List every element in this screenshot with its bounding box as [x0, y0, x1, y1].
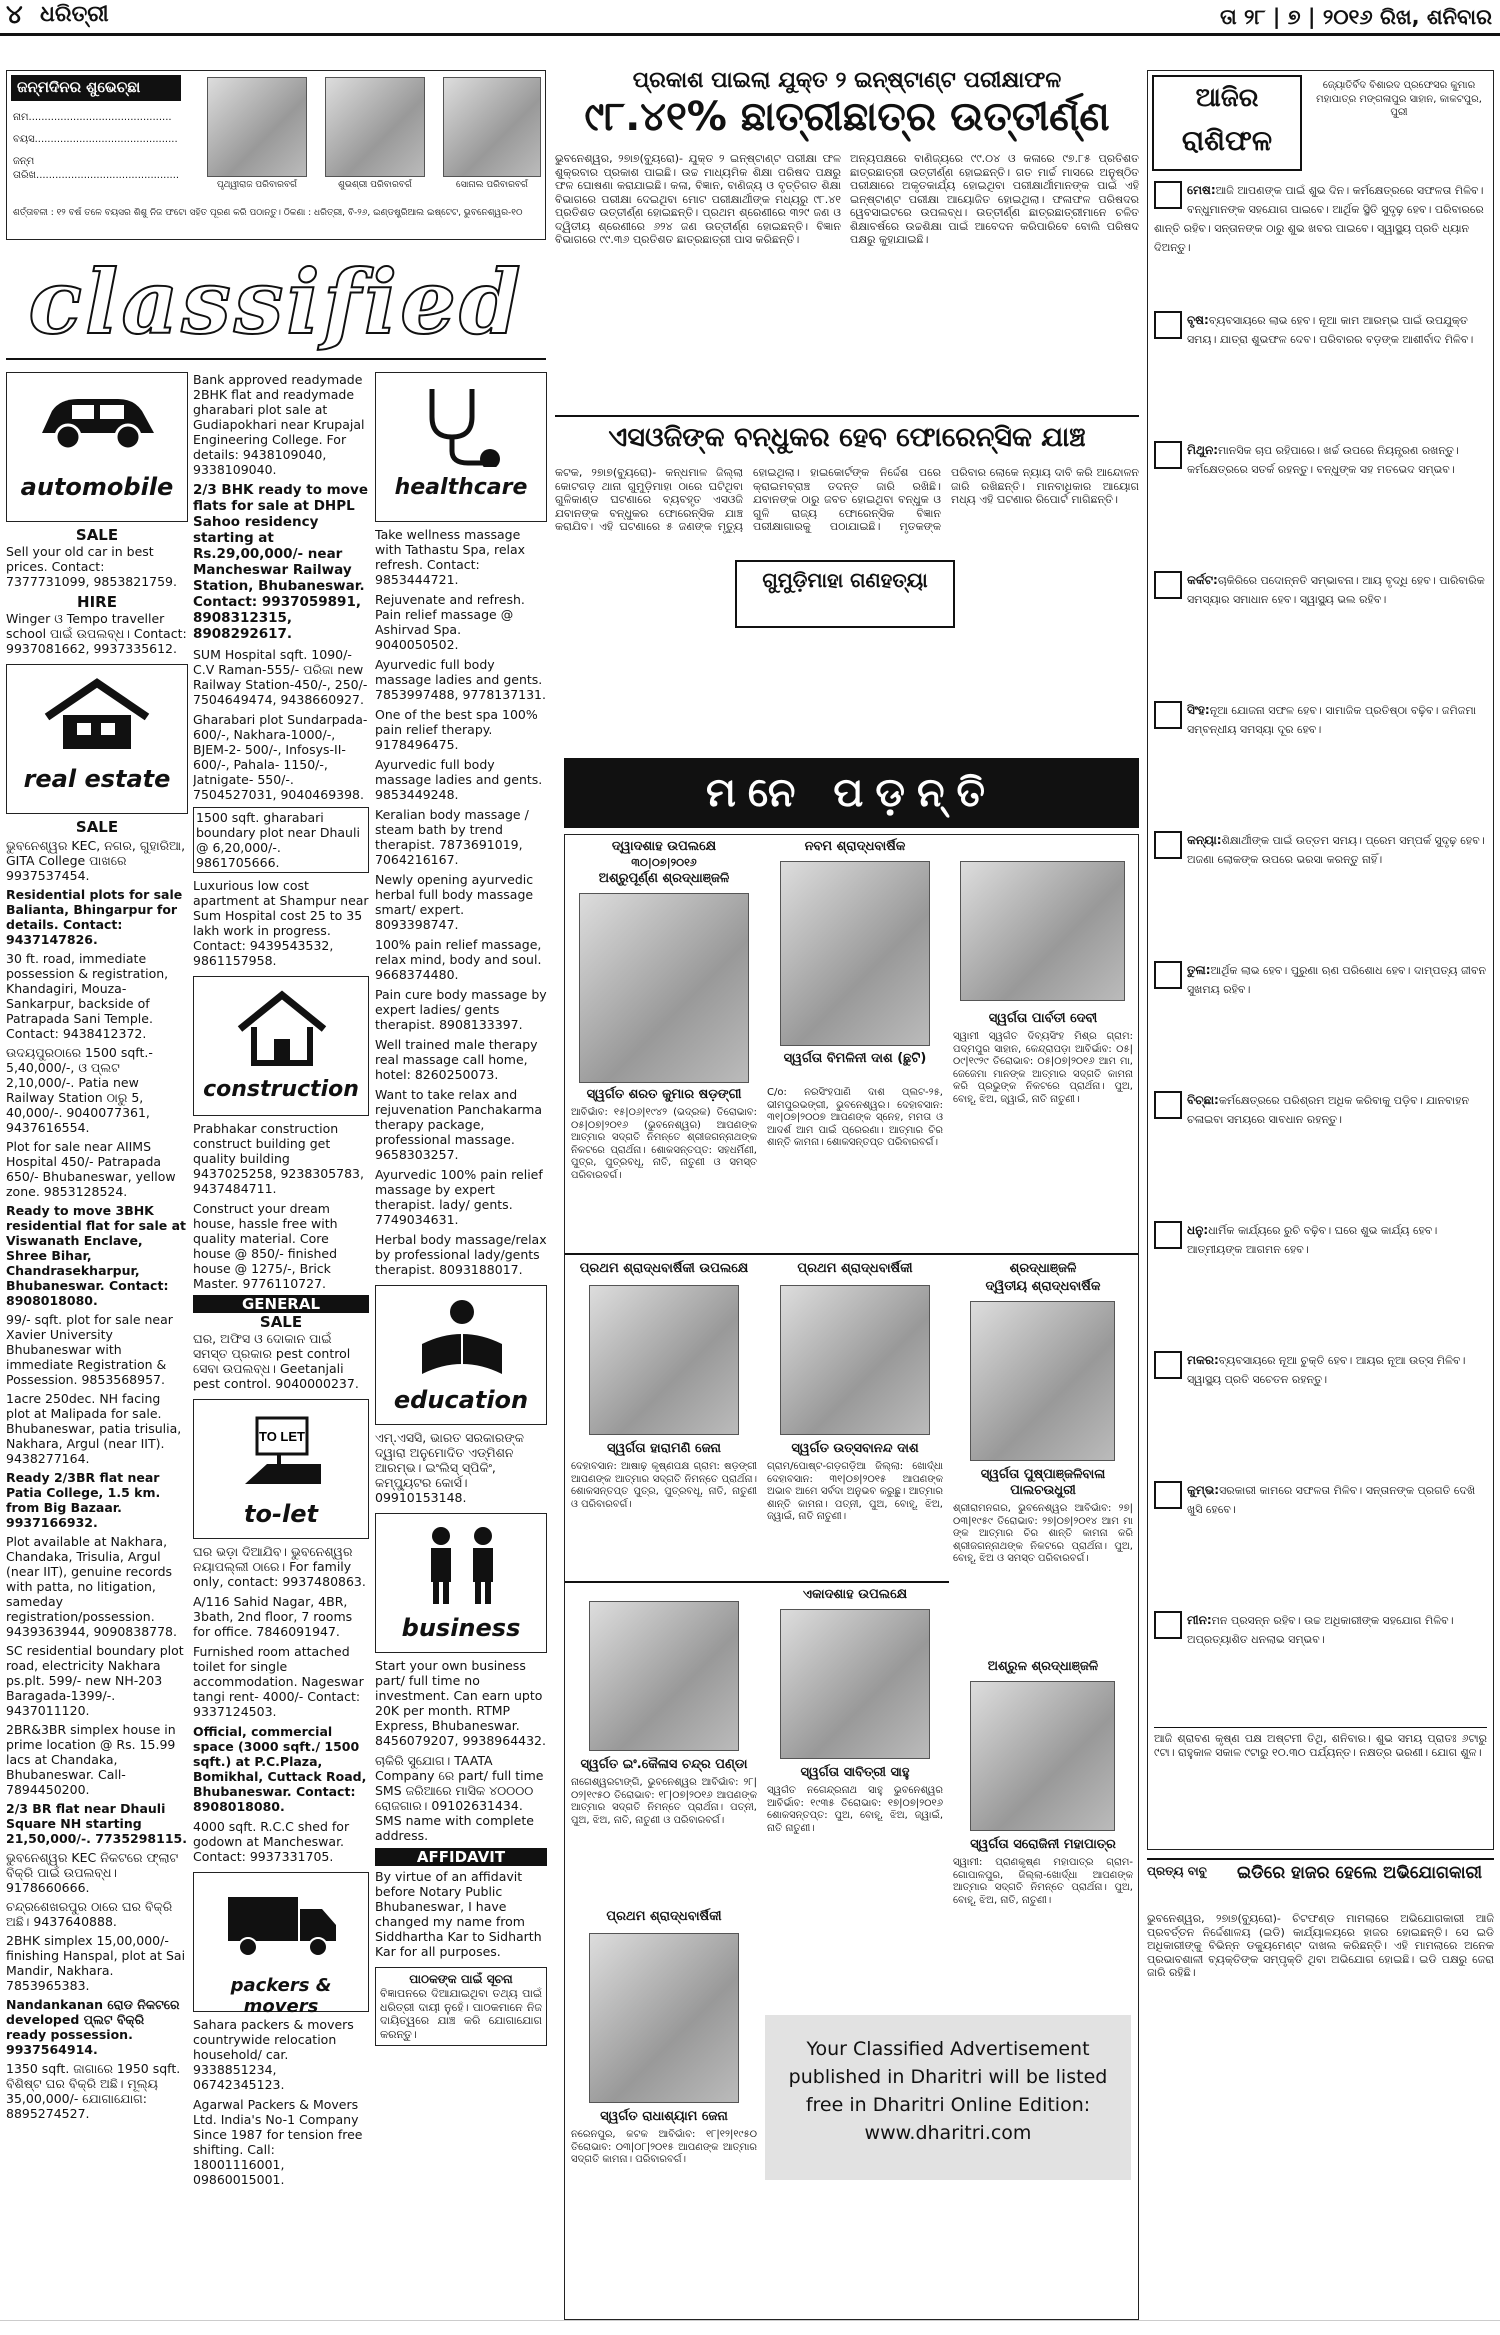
zodiac-scorpio-icon: [1154, 1091, 1182, 1119]
rashi-entry: [1154, 1609, 1487, 1719]
truck-icon: [222, 1883, 342, 1963]
svg-text:TO LET: TO LET: [259, 1429, 305, 1444]
divider: [555, 415, 1139, 417]
obit-name: ସ୍ୱର୍ଗତା ପୁଷ୍ପାଞ୍ଜଳିବାଳା ପାଲଚଉଧୁରୀ: [980, 1467, 1106, 1498]
classified-ad: 30 ft. road, immediate possession & registration, Khandagiri, Mouza-Sankarpur, backside of Patrapada Sani Temple. Contact: 9438412372.: [6, 951, 169, 1041]
classified-ad: ଏମ୍.ଏସସି, ଭାରତ ସରକାରଙ୍କ ଦ୍ୱାରା ଅନୁମୋଦିତ ଏଡ୍ମିଶନ ଆରମ୍ଭ। ଇଂଲିସ୍ ସ୍ପିକିଂ, କମ୍ପ୍ୟୁଟର କୋର୍ସ। 09910153148.: [375, 1430, 524, 1505]
obit-text: ଦେହାବସାନ: ଆଷାଢ଼ କୃଷ୍ଣପକ୍ଷ ଗ୍ରାମ: ଷଡ଼ଙ୍ଗୀ ଆପଣଙ୍କ ଆତ୍ମାର ସଦ୍ଗତି ନିମନ୍ତେ ପ୍ରାର୍ଥନା। ଶୋକସନ୍ତପ୍ତ ପୁତ୍ର, ପୁତ୍ରବଧୂ, ନାତି, ନାତୁଣୀ ଓ ପରିବାରବର୍ଗ।: [571, 1461, 757, 1510]
obit-heading: ପ୍ରଥମ ଶ୍ରାଦ୍ଧବାର୍ଷିକୀ: [606, 1909, 722, 1924]
obit-text: ଗ୍ରାମ/ପୋଷ୍ଟ-ଗଡ଼ଗଡ଼ିଆ ଜିଲ୍ଲା: ଖୋର୍ଦ୍ଧା ଦେହାବସାନ: ୩୧|୦୭|୨୦୧୫ ଆପଣଙ୍କ ଅଭାବ ଆମେ ସର୍ବଦା ଅନୁଭବ କରୁଛୁ। ଆତ୍ମାର ଶାନ୍ତି କାମନା। ପତ୍ନୀ, ପୁଅ, ବୋହୂ, ଝିଅ, ଜ୍ୱାଇଁ, ନାତି ନାତୁଣୀ।: [767, 1461, 943, 1522]
classified-ad: ଘର ଭଡ଼ା ଦିଆଯିବ। ଭୁବନେଶ୍ୱର ନୟାପଲ୍ଲୀ ଠାରେ। For family only, contact: 9937480863.: [193, 1544, 366, 1589]
rashi-entry: [1154, 959, 1487, 1087]
classified-ad: ଭୁବନେଶ୍ୱର KEC ନିକଟରେ ଫ୍ଲାଟ ବିକ୍ରି ପାଇଁ ଉପଲବ୍ଧ। 9178660666.: [6, 1850, 179, 1895]
reader-notice: [375, 1967, 547, 2046]
zodiac-aries-icon: [1154, 181, 1182, 209]
classified-ad: 2/3 BR flat near Dhauli Square NH starting 21,50,000/-. 7735298115.: [6, 1801, 187, 1846]
news-body: ଅନ୍ୟପକ୍ଷରେ ବାଣିଜ୍ୟରେ ୯୯.୦୪ ଓ କଳାରେ ୯୭.୮୫ ପ୍ରତିଶତ ଛାତ୍ରଛାତ୍ରୀ ଉତ୍ତୀର୍ଣ୍ଣ ହୋଇଛନ୍ତି। ଗତ ମାର୍ଚ୍ଚ ମାସରେ ଅନୁଷ୍ଠିତ ପରୀକ୍ଷାରେ ଅକୃତକାର୍ଯ୍ୟ ହୋଇଥିବା ପରୀକ୍ଷାର୍ଥୀମାନଙ୍କ ପାଇଁ ଏହି ଇନ୍ଷ୍ଟାଣ୍ଟ ପରୀକ୍ଷା ଆୟୋଜିତ ହୋଇଥିଲା। ଫଳାଫଳ ପରିଷଦର ୱେବସାଇଟରେ ଉପଲବ୍ଧ। ଉତ୍ତୀର୍ଣ୍ଣ ଛାତ୍ରଛାତ୍ରୀମାନେ ଚଳିତ ଶିକ୍ଷାବର୍ଷରେ ଉଚ୍ଚଶିକ୍ଷା ପାଇଁ ଆବେଦନ କରିପାରିବେ ବୋଲି ପରିଷଦ ପକ୍ଷରୁ କୁହାଯାଇଛି।: [850, 152, 1139, 246]
zodiac-virgo-icon: [1154, 831, 1182, 859]
rashi-text: ନୂଆ ଯୋଜନା ସଫଳ ହେବ। ସାମାଜିକ ପ୍ରତିଷ୍ଠା ବଢ଼ିବ। ଜମିଜମା ସମ୍ବନ୍ଧୀୟ ସମସ୍ୟା ଦୂର ହେବ।: [1187, 704, 1477, 736]
classified-ad: One of the best spa 100% pain relief therapy. 9178496475.: [375, 707, 538, 752]
birthday-dob-field: ଜନ୍ମ ତାରିଖ.............................................: [13, 156, 180, 181]
category-tolet: to-let: [244, 1500, 318, 1528]
portrait-photo: [589, 1285, 739, 1435]
column-2: [193, 372, 369, 2320]
obituary-section: [564, 834, 1139, 2320]
classified-ad: 1500 sqft. gharabari boundary plot near Dhauli @ 6,20,000/-. 9861705666.: [193, 807, 369, 873]
classified-ad: ଘର, ଅଫିସ ଓ ଦୋକାନ ପାଇଁ ସମସ୍ତ ପ୍ରକାର pest control ସେବା ଉପଲବ୍ଧ। Geetanjali pest control. 9040000237.: [193, 1331, 359, 1391]
rashi-entry: [1154, 309, 1487, 437]
classified-ad: ଚନ୍ଦ୍ରଶେଖରପୁର ଠାରେ ଘର ବିକ୍ରି ଅଛି। 9437640888.: [6, 1899, 173, 1929]
classified-ad: Bank approved readymade 2BHK flat and readymade gharabari plot sale at Gudiapokhari near Krupajal Engineering College. For details: 9438109040, 9338109040.: [193, 372, 365, 477]
child-photo: [443, 77, 541, 177]
zodiac-capricorn-icon: [1154, 1351, 1182, 1379]
obit-date: ୩୦|୦୭|୨୦୧୬: [631, 856, 697, 869]
classified-ad: Want to take relax and rejuvenation Panchakarma therapy package, professional massage. 9658303257.: [375, 1087, 542, 1162]
portrait-photo: [780, 1285, 930, 1435]
obit-text: C/o: ନରସିଂହପାଣି ଦାଶ ପ୍ଲଟ-୨୫, ଭୀମପୁରଭଙ୍ଗୀ, ଭୁବନେଶ୍ୱର। ଦେହାବସାନ: ୩୧|୦୭|୨୦୦୭ ଆପଣଙ୍କ ସ୍ନେହ, ମମତା ଓ ଆଦର୍ଶ ଆମ ପାଇଁ ପ୍ରେରଣା। ଆତ୍ମାର ଚିର ଶାନ୍ତି କାମନା। ଶୋକସନ୍ତପ୍ତ ପରିବାରବର୍ଗ।: [767, 1087, 943, 1148]
classified-ad: Winger ଓ Tempo traveller school ପାଇଁ ଉପଲବ୍ଧ। Contact: 9937081662, 9937335612.: [6, 611, 187, 656]
construction-box: [193, 976, 369, 1116]
child-photo: [325, 77, 425, 177]
business-box: [375, 1513, 547, 1653]
obit-name: ସ୍ୱର୍ଗତ ଉତ୍ସବାନନ୍ଦ ଦାଶ: [791, 1441, 919, 1456]
rashi-text: ସରକାରୀ କାମରେ ସଫଳତା ମିଳିବ। ସନ୍ତାନଙ୍କ ପ୍ରଗତି ଦେଖି ଖୁସି ହେବେ।: [1187, 1484, 1476, 1516]
classified-ad: 1350 sqft. ଜାଗାରେ 1950 sqft. ବିଶିଷ୍ଟ ଘର ବିକ୍ରି ଅଛି। ମୂଲ୍ୟ 35,00,000/- ଯୋଗାଯୋଗ: 8895274527.: [6, 2061, 181, 2121]
news-story-results: [555, 68, 1139, 148]
obit-text: ନାଗେଶ୍ୱରଟାଙ୍ଗି, ଭୁବନେଶ୍ୱର ଆବିର୍ଭାବ: ୨୮|୦୨|୧୯୫୦ ତିରୋଭାବ: ୧୮|୦୭|୨୦୧୬ ଆପଣଙ୍କ ଆତ୍ମାର ସଦ୍ଗତି ନିମନ୍ତେ ପ୍ରାର୍ଥନା। ପତ୍ନୀ, ପୁଅ, ଝିଅ, ନାତି, ନାତୁଣୀ ଓ ପରିବାରବର୍ଗ।: [571, 1777, 757, 1826]
stethoscope-icon: [412, 381, 512, 467]
obit-name: ସ୍ୱର୍ଗତା ସାବିତ୍ରୀ ସାହୁ: [800, 1765, 910, 1780]
classified-ad: Official, commercial space (3000 sqft./ 1500 sqft.) at P.C.Plaza, Bomikhal, Cuttack Road, Bhubaneswar. Contact: 8908018080.: [193, 1724, 367, 1814]
rashi-name: ଧନୁ:: [1187, 1223, 1209, 1237]
section-head: AFFIDAVIT: [375, 1848, 547, 1866]
classified-ad: Plot available at Nakhara, Chandaka, Trisulia, Argul (near IIT), genuine records with patta, no litigation, sameday registration/possession. 9439363944, 9090838778.: [6, 1534, 177, 1639]
classified-ad: Ready to move 3BHK residential flat for sale at Viswanath Enclave, Shree Bihar, Chandrasekharpur, Bhubaneswar. Contact: 8908018080.: [6, 1203, 186, 1308]
zodiac-leo-icon: [1154, 701, 1182, 729]
classified-ad: Rejuvenate and refresh. Pain relief massage @ Ashirvad Spa. 9040050502.: [375, 592, 525, 652]
rashifal-title-1: ଆଜିର: [1195, 83, 1259, 113]
section-head: SALE: [259, 1313, 303, 1331]
portrait-photo: [589, 1933, 739, 2103]
rashi-entry: [1154, 439, 1487, 567]
zodiac-pisces-icon: [1154, 1611, 1182, 1639]
notice-text: ବିଜ୍ଞାପନରେ ଦିଆଯାଇଥିବା ତଥ୍ୟ ପାଇଁ ଧରିତ୍ରୀ ଦାୟୀ ନୁହେଁ। ପାଠକମାନେ ନିଜ ଦାୟିତ୍ୱରେ ଯାଞ୍ଚ କରି ଯୋଗାଯୋଗ କରନ୍ତୁ।: [380, 1987, 542, 2041]
classified-ad: Furnished room attached toilet for single accommodation. Nageswar tangi rent- 4000/- Contact: 9337124503.: [193, 1644, 364, 1719]
astrologer-byline: ଜ୍ୟୋତିର୍ବିଦ ବିଶାରଦ ପ୍ରଫେସର କୁମାର ମହାପାତ୍ର ମଙ୍ଗଳାପୁର ସାହାନ, କାକଟପୁର, ପୁରୀ: [1316, 80, 1482, 118]
obit-name: ସ୍ୱର୍ଗତା ବିମଳିନୀ ଦାଶ (ଛୁଟି): [783, 1051, 927, 1066]
rashi-text: ବ୍ୟବସାୟରେ ଲାଭ ହେବ। ନୂଆ କାମ ଆରମ୍ଭ ପାଇଁ ଉପଯୁକ୍ତ ସମୟ। ଯାତ୍ରା ଶୁଭଫଳ ଦେବ। ପରିବାରର ବଡ଼ଙ୍କ ଆଶୀର୍ବାଦ ମିଳିବ।: [1187, 314, 1474, 346]
rashi-entry: [1154, 1219, 1487, 1347]
classified-ad: Sell your old car in best prices. Contact: 7377731099, 9853821759.: [6, 544, 177, 589]
automobile-box: [6, 372, 188, 522]
birthday-age-field: ବୟସ.............................................: [13, 134, 178, 145]
rashi-name: ମକର:: [1187, 1353, 1219, 1367]
issue-date: ତା ୨୮ | ୭ | ୨୦୧୬ ରିଖ, ଶନିବାର: [1220, 5, 1492, 29]
news-subhead-box: ଗୁମୁଡ଼ିମାହା ଗଣହତ୍ୟା: [735, 560, 955, 628]
rashi-entry: [1154, 179, 1487, 307]
classified-ad: 100% pain relief massage, relax mind, body and soul. 9668374480.: [375, 937, 542, 982]
notice-title: ପାଠକଙ୍କ ପାଇଁ ସୂଚନା: [409, 1972, 513, 1986]
zodiac-taurus-icon: [1154, 311, 1182, 339]
classified-ad: 2BR&3BR simplex house in prime location @ Rs. 15.99 lacs at Chandaka, Bhubaneswar. Call-7894450200.: [6, 1722, 176, 1797]
classified-ad: Pain cure body massage by expert ladies/ gents therapist. 8908133397.: [375, 987, 547, 1032]
rashi-text: ଚାକିରିରେ ପଦୋନ୍ନତି ସମ୍ଭାବନା। ଆୟ ବୃଦ୍ଧି ହେବ। ପାରିବାରିକ ସମସ୍ୟାର ସମାଧାନ ହେବ। ସ୍ୱାସ୍ଥ୍ୟ ଭଲ ରହିବ।: [1187, 574, 1485, 606]
classified-ad: Newly opening ayurvedic herbal full body massage smart/ expert. 8093398747.: [375, 872, 534, 932]
divider: [565, 1253, 1138, 1255]
classified-ad: ଭୁବନେଶ୍ୱର KEC, ନଗର, ଗୁହାରିଆ, GITA College ପାଖରେ 9937537454.: [6, 838, 186, 883]
rashi-entry: [1154, 1349, 1487, 1477]
news-body: କଟକ, ୨୭ା୭(ବ୍ୟୁରୋ)- କନ୍ଧମାଳ ଜିଲ୍ଲା କୋଟଗଡ଼ ଥାନା ଗୁମୁଡ଼ିମାହା ଠାରେ ଘଟିଥିବା ଗୁଳିକାଣ୍ଡ ଘଟଣାରେ ବ୍ୟବହୃତ ଏସଓଜି ଯବାନଙ୍କ ବନ୍ଧୁକର ଫୋରେନ୍ସିକ ଯାଞ୍ଚ କରାଯିବ। ଏହି ଘଟଣାରେ ୫ ଜଣଙ୍କ ମୃତ୍ୟୁ ହୋଇଥିଲା। ହାଇକୋର୍ଟଙ୍କ ନିର୍ଦ୍ଦେଶ ପରେ କ୍ରାଇମବ୍ରାଞ୍ଚ ତଦନ୍ତ ଜାରି ରଖିଛି। ଯବାନଙ୍କ ଠାରୁ ଜବତ ହୋଇଥିବା ବନ୍ଧୁକ ଓ ଗୁଳି ରାଜ୍ୟ ଫୋରେନ୍ସିକ ବିଜ୍ଞାନ ପରୀକ୍ଷାଗାରକୁ ପଠାଯାଇଛି। ମୃତକଙ୍କ ପରିବାର ଲୋକେ ନ୍ୟାୟ ଦାବି କରି ଆନ୍ଦୋଳନ ଜାରି ରଖିଛନ୍ତି। ମାନବାଧିକାର ଆୟୋଗ ମଧ୍ୟ ଏହି ଘଟଣାର ରିପୋର୍ଟ ମାଗିଛନ୍ତି।: [555, 466, 1139, 533]
classified-ad: Ayurvedic 100% pain relief massage by expert therapist. lady/ gents. 7749034631.: [375, 1167, 543, 1227]
classified-ad: SUM Hospital sqft. 1090/- C.V Raman-555/- ପରିଜା new Railway Station-450/-, 250/- 7504649474, 9438660927.: [193, 647, 368, 707]
masthead: [0, 0, 1500, 36]
rashi-entry: [1154, 699, 1487, 827]
rashi-text: ଆଜି ଆପଣଙ୍କ ପାଇଁ ଶୁଭ ଦିନ। କର୍ମକ୍ଷେତ୍ରରେ ସଫଳତା ମିଳିବ। ବନ୍ଧୁମାନଙ୍କ ସହଯୋଗ ପାଇବେ। ଆର୍ଥିକ ସ୍ଥିତି ସୁଦୃଢ଼ ହେବ। ପରିବାରରେ ଶାନ୍ତି ରହିବ। ସନ୍ତାନଙ୍କ ଠାରୁ ଶୁଭ ଖବର ପାଇବେ। ସ୍ୱାସ୍ଥ୍ୟ ପ୍ରତି ଧ୍ୟାନ ଦିଅନ୍ତୁ।: [1154, 184, 1484, 254]
category-automobile: automobile: [20, 473, 174, 501]
obit-text: ଶ୍ରୀରାମନଗର, ଭୁବନେଶ୍ୱର ଆବିର୍ଭାବ: ୨୭|୦୩|୧୯୫୯ ତିରୋଭାବ: ୨୭|୦୭|୨୦୧୪ ଆମ ମା ଙ୍କ ଆତ୍ମାର ଚିର ଶାନ୍ତି କାମନା କରି ଶ୍ରୀଜଗନ୍ନାଥଙ୍କ ନିକଟରେ ପ୍ରାର୍ଥନା। ପୁଅ, ବୋହୂ, ଝିଅ ଓ ସମସ୍ତ ପରିବାରବର୍ଗ।: [953, 1503, 1133, 1564]
page-number: ୪: [6, 0, 23, 30]
news-body: ଭୁବନେଶ୍ୱର, ୨୭ା୭(ବ୍ୟୁରୋ)- ଚିଟଫଣ୍ଡ ମାମଲାରେ ଅଭିଯୋଗକାରୀ ଆଜି ପ୍ରବର୍ତ୍ତନ ନିର୍ଦ୍ଦେଶାଳୟ (ଇଡି) କାର୍ଯ୍ୟାଳୟରେ ହାଜର ହୋଇଛନ୍ତି। ସେ ଇଡି ଅଧିକାରୀଙ୍କୁ ବିଭିନ୍ନ ଡକ୍ୟୁମେଣ୍ଟ ଦାଖଲ କରିଛନ୍ତି। ଏହି ମାମଲାରେ ଅନେକ ପ୍ରଭାବଶାଳୀ ବ୍ୟକ୍ତିଙ୍କ ସମ୍ପୃକ୍ତି ଥିବା ଅଭିଯୋଗ ହୋଇଛି। ଇଡି ପକ୍ଷରୁ ଜେରା ଜାରି ରହିଛି।: [1147, 1912, 1494, 1979]
classified-banner: [6, 250, 546, 360]
rashi-entry: [1154, 829, 1487, 957]
rashifal-title: [1152, 75, 1302, 171]
child-caption: ସୋନାଲ ପରିବାରବର୍ଗ: [456, 180, 528, 190]
obit-heading: ପ୍ରଥମ ଶ୍ରାଦ୍ଧବାର୍ଷିକୀ ଉପଲକ୍ଷେ: [579, 1261, 749, 1276]
obit-heading: ନବମ ଶ୍ରାଦ୍ଧବାର୍ଷିକ: [804, 839, 906, 854]
news-headline: ଏସଓଜିଙ୍କ ବନ୍ଧୁକର ହେବ ଫୋରେନ୍ସିକ ଯାଞ୍ଚ: [608, 422, 1086, 453]
classified-ad: Keralian body massage / steam bath by trend therapist. 7873691019, 7064216167.: [375, 807, 529, 867]
birthday-name-field: ନାମ.............................................: [13, 112, 172, 123]
column-3: [375, 372, 547, 2320]
obit-heading: ପ୍ରଥମ ଶ୍ରାଦ୍ଧବାର୍ଷିକୀ: [797, 1261, 913, 1276]
news-story-ed: [1147, 1858, 1494, 2320]
news-kicker: ପ୍ରକାଶ ପାଇଲା ଯୁକ୍ତ ୨ ଇନ୍ଷ୍ଟାଣ୍ଟ ପରୀକ୍ଷାଫଳ: [632, 68, 1062, 93]
classified-ad: Well trained male therapy real massage call home, hotel: 8260250073.: [375, 1037, 538, 1082]
rashifal-section: [1147, 70, 1494, 1850]
obit-subheading: ଅଶ୍ରୁପୂର୍ଣ୍ଣ ଶ୍ରଦ୍ଧାଞ୍ଜଳି: [598, 871, 730, 886]
healthcare-box: [375, 372, 547, 522]
news-kicker: ପ୍ରତ୍ୟ ବାବୁ: [1147, 1864, 1207, 1878]
portrait-photo: [589, 1601, 739, 1751]
classified-ad: Plot for sale near AIIMS Hospital 450/- Patrapada 650/- Bhubaneswar, yellow zone. 9853128524.: [6, 1139, 176, 1199]
rashi-text: ମନ ପ୍ରସନ୍ନ ରହିବ। ଉଚ୍ଚ ଅଧିକାରୀଙ୍କ ସହଯୋଗ ମିଳିବ। ଅପ୍ରତ୍ୟାଶିତ ଧନଲାଭ ସମ୍ଭବ।: [1187, 1614, 1454, 1646]
section-head: SALE: [75, 526, 119, 544]
portrait-photo: [970, 1301, 1115, 1461]
tolet-box: [193, 1399, 369, 1539]
portrait-photo: [780, 1609, 930, 1759]
portrait-photo: [970, 1681, 1115, 1831]
rashi-name: ମୀନ:: [1187, 1613, 1212, 1627]
education-box: [375, 1285, 547, 1425]
classified-ad: SC residential boundary plot road, electricity Nakhara ps.plt. 599/- new NH-203 Baragada-1399/-. 9437011120.: [6, 1643, 184, 1718]
classified-ad: 2/3 BHK ready to move flats for sale at DHPL Sahoo residency starting at Rs.29,00,000/- near Mancheswar Railway Station, Bhubaneswar. Contact: 9937059891, 8908312315, 8908292617.: [193, 482, 368, 642]
rashi-name: ମିଥୁନ:: [1187, 443, 1219, 457]
child-caption: ଶୁଭଶ୍ରୀ ପରିବାରବର୍ଗ: [338, 180, 412, 190]
house-icon: [37, 677, 157, 752]
classified-ad: Construct your dream house, hassle free with quality material. Core house @ 850/- finished house @ 1275/-, Brick Master. 9776110727.: [193, 1201, 338, 1291]
portrait-photo: [579, 893, 749, 1083]
birthday-title: ଜନ୍ମଦିନର ଶୁଭେଚ୍ଛା: [11, 75, 181, 101]
classified-ad: Agarwal Packers & Movers Ltd. India's No-1 Company Since 1987 for tension free shifting. Call: 18001116001, 09860015001.: [193, 2097, 363, 2187]
rashi-name: ବୃଷ:: [1187, 313, 1209, 327]
section-head: GENERAL: [193, 1295, 369, 1313]
tolet-sign-icon: [227, 1408, 337, 1494]
rashi-entry: [1154, 1479, 1487, 1607]
rashi-text: ଧାର୍ମିକ କାର୍ଯ୍ୟରେ ରୁଚି ବଢ଼ିବ। ଘରେ ଶୁଭ କାର୍ଯ୍ୟ ହେବ। ଆତ୍ମୀୟଙ୍କ ଆଗମନ ହେବ।: [1187, 1224, 1438, 1256]
birthday-box: [6, 70, 546, 240]
column-1: [6, 372, 188, 2320]
section-head: SALE: [75, 818, 119, 836]
classified-ad: 1acre 250dec. NH facing plot at Malipada for sale. Bhubaneswar, patia trisulia, Nakhara, Argul (near IIT). 9438277164.: [6, 1391, 182, 1466]
classified-ad: By virtue of an affidavit before Notary Public Bhubaneswar, I have changed my name from Siddhartha Kar to Sidharth Kar for all purposes.: [375, 1869, 542, 1959]
obit-name: ସ୍ୱର୍ଗତା ସରୋଜିନୀ ମହାପାତ୍ର: [970, 1837, 1116, 1852]
obit-text: ସ୍ୱର୍ଗତ ନଗେନ୍ଦ୍ରନାଥ ସାହୁ ଭୁବନେଶ୍ୱର ଆବିର୍ଭାବ: ୧୯୩୫ ତିରୋଭାବ: ୧୭|୦୭|୨୦୧୬ ଶୋକସନ୍ତପ୍ତ: ପୁଅ, ବୋହୂ, ଝିଅ, ଜ୍ୱାଇଁ, ନାତି ନାତୁଣୀ।: [767, 1785, 943, 1834]
obit-name: ସ୍ୱର୍ଗତା ପାର୍ବତୀ ଦେବୀ: [988, 1011, 1098, 1026]
portrait-photo: [960, 861, 1125, 1001]
divider: [565, 1581, 949, 1583]
child-photo: [207, 77, 307, 177]
category-business: business: [401, 1614, 521, 1642]
obit-name: ସ୍ୱର୍ଗତା ହାରାମଣି ଜେନା: [606, 1441, 722, 1456]
rashi-text: ଆର୍ଥିକ ଲାଭ ହେବ। ପୁରୁଣା ଋଣ ପରିଶୋଧ ହେବ। ଦାମ୍ପତ୍ୟ ଜୀବନ ସୁଖମୟ ରହିବ।: [1187, 964, 1487, 996]
obit-heading: ଦ୍ୱାଦଶାହ ଉପଲକ୍ଷେ: [611, 839, 717, 854]
zodiac-libra-icon: [1154, 961, 1182, 989]
obit-heading: ଶ୍ରଦ୍ଧାଞ୍ଜଳି: [1009, 1261, 1077, 1276]
zodiac-sagittarius-icon: [1154, 1221, 1182, 1249]
classified-ad: Residential plots for sale Balianta, Bhingarpur for details. Contact: 9437147826.: [6, 887, 183, 947]
classified-ad: Nandankanan ରୋଡ ନିକଟରେ developed ପ୍ଲଟ ବିକ୍ରି ready possession. 9937564914.: [6, 1997, 180, 2057]
rashi-name: ମେଷ:: [1187, 183, 1216, 197]
classified-ad: A/116 Sahid Nagar, 4BR, 3bath, 2nd floor, 7 rooms for office. 7846091947.: [193, 1594, 353, 1639]
rashi-name: ବିଚ୍ଛା:: [1187, 1093, 1219, 1107]
classified-ad: Ayurvedic full body massage ladies and gents. 7853997488, 9778137131.: [375, 657, 546, 702]
classified-ad: 4000 sqft. R.C.C shed for godown at Mancheswar. Contact: 9937331705.: [193, 1819, 350, 1864]
news-body: ଭୁବନେଶ୍ୱର, ୨୭ା୭(ବ୍ୟୁରୋ)- ଯୁକ୍ତ ୨ ଇନ୍ଷ୍ଟାଣ୍ଟ ପରୀକ୍ଷା ଫଳ ଶୁକ୍ରବାର ପ୍ରକାଶ ପାଇଛି। ଉଚ୍ଚ ମାଧ୍ୟମିକ ଶିକ୍ଷା ପରିଷଦ ପକ୍ଷରୁ ଫଳ ଘୋଷଣା କରାଯାଇଛି। କଳା, ବିଜ୍ଞାନ, ବାଣିଜ୍ୟ ଓ ବୃତ୍ତିଗତ ଶିକ୍ଷା ବିଭାଗରେ ପରୀକ୍ଷା ଦେଇଥିବା ମୋଟ ପରୀକ୍ଷାର୍ଥୀଙ୍କ ମଧ୍ୟରୁ ୯୮.୪୧ ପ୍ରତିଶତ ଉତ୍ତୀର୍ଣ୍ଣ ହୋଇଛନ୍ତି। ପ୍ରଥମ ଶ୍ରେଣୀରେ ୩୨୯ ଜଣ ଓ ଦ୍ୱିତୀୟ ଶ୍ରେଣୀରେ ୬୨୪ ଜଣ ଉତ୍ତୀର୍ଣ୍ଣ ହୋଇଛନ୍ତି। ବିଜ୍ଞାନ ବିଭାଗରେ ୯୯.୩୬ ପ୍ରତିଶତ ଛାତ୍ରଛାତ୍ରୀ ପାସ କରିଛନ୍ତି।: [555, 152, 841, 246]
rashi-list: [1154, 179, 1487, 1719]
portrait-photo: [780, 861, 930, 1046]
rashi-name: କର୍କଟ:: [1187, 573, 1218, 587]
classified-ad: 99/- sqft. plot for sale near Xavier University Bhubaneswar with immediate Registration & Possession. 9853568957.: [6, 1312, 173, 1387]
news-headline: ଇଡିରେ ହାଜର ହେଲେ ଅଭିଯୋଗକାରୀ: [1237, 1863, 1483, 1883]
panjika-text: ଆଜି ଶ୍ରାବଣ କୃଷ୍ଣ ପକ୍ଷ ଅଷ୍ଟମୀ ତିଥି, ଶନିବାର। ଶୁଭ ସମୟ ପ୍ରାତଃ ୬ଟାରୁ ୯ଟା। ରାହୁକାଳ ସକାଳ ୯ଟାରୁ ୧୦.୩୦ ପର୍ଯ୍ୟନ୍ତ। ନକ୍ଷତ୍ର ଭରଣୀ। ଯୋଗ ଶୁଳ।: [1154, 1727, 1487, 1845]
obit-heading: ଏକାଦଶାହ ଉପଲକ୍ଷେ: [802, 1587, 908, 1602]
classified-ad: Take wellness massage with Tathastu Spa, relax refresh. Contact: 9853444721.: [375, 527, 526, 587]
classified-ad: Sahara packers & movers countrywide relocation household/ car. 9338851234, 06742345123.: [193, 2017, 354, 2092]
classified-ad: ଚାକିରି ସୁଯୋଗ। TAATA Company ରେ part/ full time SMS ଜରିଆରେ ମାସିକ ୪୦୦୦୦ ରୋଜଗାର। 09102631434. SMS name with complete address.: [375, 1753, 544, 1843]
rashi-entry: [1154, 569, 1487, 697]
classified-ad: Gharabari plot Sundarpada-600/-, Nakhara-1000/-, BJEM-2- 500/-, Infosys-II-600/-, Pahala- 1150/-, Jatnigate- 550/-. 7504527031, 9040469398.: [193, 712, 368, 802]
rashi-text: ଶିକ୍ଷାର୍ଥୀଙ୍କ ପାଇଁ ଉତ୍ତମ ସମୟ। ପ୍ରେମ ସମ୍ପର୍କ ସୁଦୃଢ଼ ହେବ। ଅଜଣା ଲୋକଙ୍କ ଉପରେ ଭରସା କରନ୍ତୁ ନାହିଁ।: [1187, 834, 1485, 866]
rashi-name: ତୁଳା:: [1187, 963, 1211, 977]
obit-name: ସ୍ୱର୍ଗତ ଇଂ.କୈଳାସ ଚନ୍ଦ୍ର ପଣ୍ଡା: [580, 1757, 748, 1772]
zodiac-cancer-icon: [1154, 571, 1182, 599]
zodiac-aquarius-icon: [1154, 1481, 1182, 1509]
obituary-banner: ମନେ ପଡ଼ନ୍ତି: [564, 758, 1139, 828]
classified-ad: Prabhakar construction construct building get quality building 9437025258, 9238305783, 9437484711.: [193, 1121, 364, 1196]
obit-name: ସ୍ୱର୍ଗତ ରାଧାଶ୍ୟାମ ଜେନା: [600, 2109, 728, 2124]
rashi-name: ସିଂହ:: [1187, 703, 1210, 717]
obit-text: ଆବିର୍ଭାବ: ୧୫|୦୬|୧୯୪୨ (ଭଦ୍ରକ) ତିରୋଭାବ: ୦୫|୦୭|୨୦୧୬ (ଭୁବନେଶ୍ୱର) ଆପଣଙ୍କ ଆତ୍ମାର ସଦ୍ଗତି ନିମନ୍ତେ ଶ୍ରୀଜଗନ୍ନାଥଙ୍କ ନିକଟରେ ପ୍ରାର୍ଥନା। ଶୋକସନ୍ତପ୍ତ: ସହଧର୍ମିଣୀ, ପୁତ୍ର, ପୁତ୍ରବଧୂ, ନାତି, ନାତୁଣୀ ଓ ସମସ୍ତ ପରିବାରବର୍ଗ।: [571, 1107, 757, 1181]
classified-ad: Ayurvedic full body massage ladies and gents. 9853449248.: [375, 757, 543, 802]
section-head: HIRE: [77, 593, 117, 611]
category-education: education: [393, 1386, 529, 1414]
obit-text: ସ୍ୱାମୀ: ପ୍ରାଣକୃଷ୍ଣ ମହାପାତ୍ର ଗ୍ରାମ-ଗୋପାଳପୁର, ଜିଲ୍ଲା-ଖୋର୍ଦ୍ଧା ଆପଣଙ୍କ ଆତ୍ମାର ସଦ୍ଗତି ନିମନ୍ତେ ପ୍ରାର୍ଥନା। ପୁଅ, ବୋହୂ, ଝିଅ, ନାତି, ନାତୁଣୀ।: [953, 1857, 1133, 1906]
classified-ad: Ready 2/3BR flat near Patia College, 1.5 km. from Big Bazaar. 9937166932.: [6, 1470, 161, 1530]
obit-subheading: ଦ୍ୱିତୀୟ ଶ୍ରାଦ୍ଧବାର୍ଷିକ: [985, 1279, 1101, 1294]
car-icon: [32, 385, 162, 455]
classified-ad: Herbal body massage/relax by professional lady/gents therapist. 8093188017.: [375, 1232, 547, 1277]
category-healthcare: healthcare: [394, 475, 528, 500]
packers-box: [193, 1872, 369, 2017]
rashi-text: ମାନସିକ ଚାପ ରହିପାରେ। ଖର୍ଚ୍ଚ ଉପରେ ନିୟନ୍ତ୍ରଣ ରଖନ୍ତୁ। କର୍ମକ୍ଷେତ୍ରରେ ସତର୍କ ରହନ୍ତୁ। ବନ୍ଧୁଙ୍କ ସହ ମତଭେଦ ସମ୍ଭବ।: [1187, 444, 1459, 476]
rashi-name: କନ୍ୟା:: [1187, 833, 1222, 847]
classified-ad: Start your own business part/ full time no investment. Can earn upto 20K per month. RTMP Express, Bhubaneswar. 8456079207, 9938964432.: [375, 1658, 546, 1748]
education-icon: [412, 1294, 512, 1380]
zodiac-gemini-icon: [1154, 441, 1182, 469]
rashi-text: କର୍ମକ୍ଷେତ୍ରରେ ପରିଶ୍ରମ ଅଧିକ କରିବାକୁ ପଡ଼ିବ। ଯାନବାହନ ଚଳାଇବା ସମୟରେ ସାବଧାନ ରହନ୍ତୁ।: [1187, 1094, 1470, 1126]
child-caption: ପୃଥ୍ୱୀରାଜ ପରିବାରବର୍ଗ: [216, 180, 298, 190]
rashifal-title-2: ରାଶିଫଳ: [1181, 124, 1273, 157]
obit-name: ସ୍ୱର୍ଗତ ଶରତ କୁମାର ଷଡ଼ଙ୍ଗୀ: [586, 1087, 742, 1102]
classified-ad: 2BHK simplex 15,00,000/- finishing Hanspal, plot at Sai Mandir, Nakhara. 7853965383.: [6, 1933, 186, 1993]
obit-text: ସ୍ୱାମୀ ସ୍ୱର୍ଗତ ଦିବ୍ୟସିଂହ ମିଶ୍ର ଗ୍ରାମ: ପଦ୍ମପୁର ସାହାନ, କେନ୍ଦ୍ରାପଡ଼ା ଆବିର୍ଭାବ: ୦୫|୦୯|୧୯୨୯ ତିରୋଭାବ: ୦୫|୦୭|୨୦୧୬ ଆମ ମା, ଜେଜେମା ମାନଙ୍କ ଆତ୍ମାର ସଦ୍ଗତି କାମନା କରି ପ୍ରଭୁଙ୍କ ନିକଟରେ ପ୍ରାର୍ଥନା। ପୁଅ, ବୋହୂ, ଝିଅ, ଜ୍ୱାଇଁ, ନାତି ନାତୁଣୀ।: [953, 1031, 1133, 1105]
obit-text: ନରେନପୁର, କଟକ ଆବିର୍ଭାବ: ୧୮|୧୨|୧୯୫୦ ତିରୋଭାବ: ୦୩|୦୮|୨୦୧୫ ଆପଣଙ୍କ ଆତ୍ମାର ସଦ୍ଗତି କାମନା। ପରିବାରବର୍ଗ।: [571, 2129, 757, 2165]
business-people-icon: [407, 1522, 517, 1608]
rashi-text: ବ୍ୟବସାୟରେ ନୂଆ ଚୁକ୍ତି ହେବ। ଆୟର ନୂଆ ଉତ୍ସ ମିଳିବ। ସ୍ୱାସ୍ଥ୍ୟ ପ୍ରତି ସଚେତନ ରହନ୍ତୁ।: [1187, 1354, 1466, 1386]
rashi-entry: [1154, 1089, 1487, 1217]
category-packers: packers & movers: [230, 1975, 332, 2017]
construction-icon: [232, 987, 332, 1067]
print-registration-strip: [0, 2320, 1500, 2335]
obit-heading: ଅଶ୍ରୁଳ ଶ୍ରଦ୍ଧାଞ୍ଜଳି: [987, 1659, 1099, 1674]
realestate-box: [6, 664, 188, 814]
newspaper-name: ଧରିତ୍ରୀ: [40, 2, 109, 27]
free-listing-ad: Your Classified Advertisement published in Dharitri will be listed free in Dharitri Online Edition: www.dharitri.com: [765, 2015, 1131, 2180]
rashi-name: କୁମ୍ଭ:: [1187, 1483, 1220, 1497]
classified-ad: Luxurious low cost apartment at Shampur near Sum Hospital cost 25 to 35 lakh work in progress. Contact: 9439543532, 9861157958.: [193, 878, 369, 968]
classified-ad: ଉଦୟପୁରଠାରେ 1500 sqft.- 5,40,000/-, ଓ ପ୍ଲଟ 2,10,000/-. Patia new Railway Station ଠାରୁ 5, 40,000/-. 9040077361, 9437616554.: [6, 1045, 153, 1135]
news-headline: ୯୮.୪୧% ଛାତ୍ରୀଛାତ୍ର ଉତ୍ତୀର୍ଣ୍ଣ: [584, 94, 1110, 140]
birthday-note: ଶର୍ତ୍ତାବଳୀ : ୧୨ ବର୍ଷ ତଳେ ବୟସର ଶିଶୁ ନିଜ ଫଟୋ ସହିତ ପୂରଣ କରି ପଠାନ୍ତୁ। ଠିକଣା : ଧରିତ୍ରୀ, ବି-୨୬, ଇଣ୍ଡଷ୍ଟ୍ରିଆଲ ଇଷ୍ଟେଟ, ଭୁବନେଶ୍ୱର-୧୦: [13, 208, 523, 218]
classified-title: classified: [28, 250, 524, 354]
category-construction: construction: [203, 1077, 359, 1102]
category-realestate: real estate: [23, 765, 171, 793]
